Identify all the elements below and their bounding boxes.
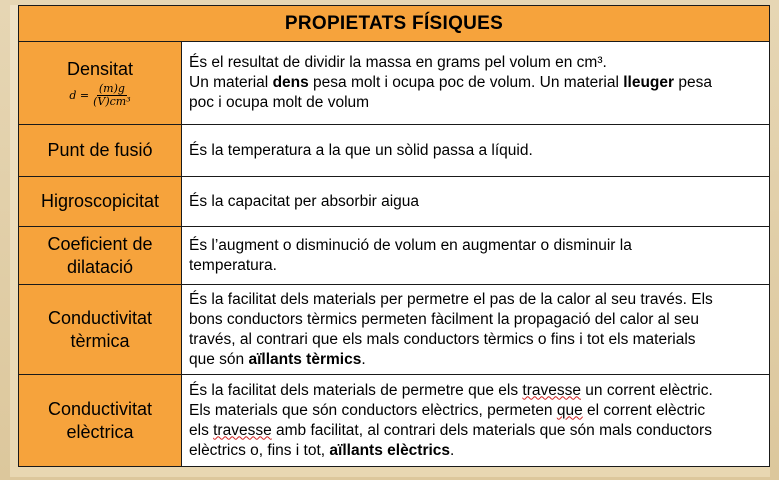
- property-name: Densitat: [66, 59, 134, 79]
- description-cell: És el resultat de dividir la massa en grams pel volum en cm³. Un material dens pesa molt i ocupa poc de volum. Un material lleuger pesa poc i ocupa molt de volum: [182, 42, 770, 125]
- table-row: [19, 227, 770, 285]
- properties-table: [18, 5, 770, 467]
- table-row: [19, 375, 770, 467]
- property-cell: Conductivitat elèctrica: [19, 375, 182, 467]
- spellcheck-word: travesse: [213, 421, 272, 439]
- description-cell: És la facilitat dels materials per permetre el pas de la calor al seu través. Els bons conductors tèrmics permeten fàcilment la propagació del calor al seu través, al contrari que els mals conductors tèrmics o fins i tot els materials que són aïllants tèrmics.: [182, 285, 770, 375]
- description-cell: És la temperatura a la que un sòlid passa a líquid.: [182, 125, 770, 177]
- description-cell: És l’augment o disminució de volum en augmentar o disminuir la temperatura.: [182, 227, 770, 285]
- spellcheck-word: travesse: [522, 381, 581, 399]
- table-row: [19, 285, 770, 375]
- description-cell: És la capacitat per absorbir aigua: [182, 177, 770, 227]
- property-cell: [19, 42, 182, 125]
- table-title: PROPIETATS FÍSIQUES: [19, 6, 770, 42]
- density-formula: d = $\frac{(m)g}{\text{(V)cm³}}$: [69, 82, 131, 108]
- description-cell: És la facilitat dels materials de permetre que els travesse un corrent elèctric. Els materials que són conductors elèctrics, permeten que el corrent elèctric els travesse amb facilitat, al contrari dels materials que són mals conductors elèctrics o, fins i tot, aïllants elèctrics.: [182, 375, 770, 467]
- property-cell: Coeficient de dilatació: [19, 227, 182, 285]
- property-name: Punt de fusió: [19, 125, 182, 177]
- table-row: [19, 177, 770, 227]
- table-row: [19, 42, 770, 125]
- property-cell: Conductivitat tèrmica: [19, 285, 182, 375]
- spellcheck-word: que: [556, 401, 583, 419]
- table-row: [19, 125, 770, 177]
- property-name: Higroscopicitat: [19, 177, 182, 227]
